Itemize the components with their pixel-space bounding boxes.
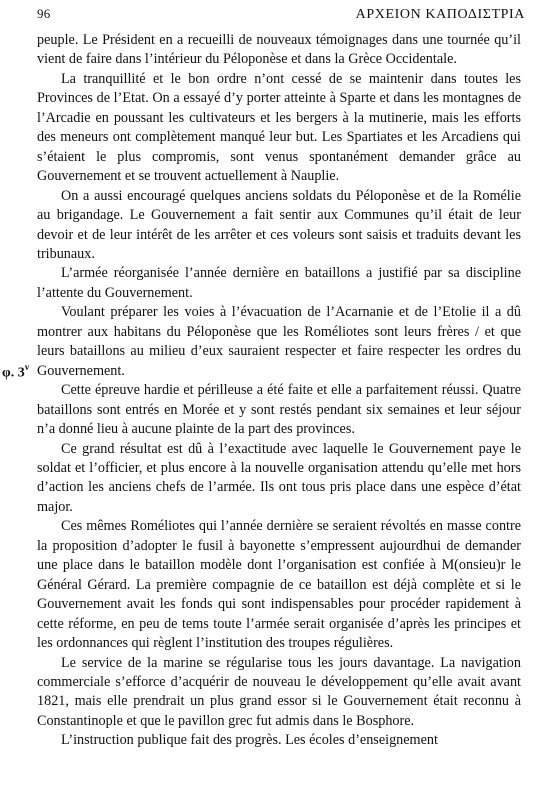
folio-margin-note	[2, 363, 29, 382]
paragraph: On a aussi encouragé quelques anciens soldats du Péloponèse et de la Romélie au brigandage. Le Gouvernement a fait sentir aux Communes qu’il était de leur devoir et de leur intérêt de les arrêter et ces voleurs sont saisis et traduits devant les tribunaux.	[37, 187, 521, 262]
paragraph: peuple. Le Président en a recueilli de nouveaux témoignages dans une tournée qu’il vient de faire dans l’intérieur du Péloponèse et dans la Grèce Occidentale.	[37, 32, 521, 68]
folio-verso-mark: v	[24, 362, 30, 372]
paragraph: L’armée réorganisée l’année dernière en bataillons a justifié par sa discipline l’attente du Gouvernement.	[37, 265, 521, 301]
paragraph: Voulant préparer les voies à l’évacuation de l’Acarnanie et de l’Etolie il a dû montrer aux habitans du Péloponèse que les Roméliotes sont leurs frères / et que leurs bataillons au milieu d’eux sauraient respecter et faire respecter les ordres du Gouvernement.	[37, 304, 521, 379]
paragraph: Cette épreuve hardie et périlleuse a été faite et elle a parfaitement réussi. Quatre bataillons sont entrés en Morée et y sont restés pendant six semaines et leur séjour n’a donné lieu à aucune plainte de la part des provinces.	[37, 382, 521, 438]
paragraph: La tranquillité et le bon ordre n’ont cessé de se maintenir dans toutes les Provinces de l’Etat. On a essayé d’y porter atteinte à Sparte et dans les montagnes de l’Arcadie en poussant les cultivateurs et les bergers à la mutinerie, mais les efforts des meneurs ont complètement manqué leur but. Les Spartiates et les Arcadiens qui s’étaient le plus compromis, sont venus spontanément demander grâce au Gouvernement et se trouvent actuellement à Nauplie.	[37, 70, 521, 185]
paragraph: Ces mêmes Roméliotes qui l’année dernière se seraient révoltés en masse contre la proposition d’adopter le fusil à bayonette s’empressent aujourdhui de demander une place dans le bataillon modèle dont l’organisation est confiée à M(onsieu)r le Général Gérard. La première compagnie de ce bataillon est déjà complète et si le Gouvernement avait les fonds qui sont indispensables pour procéder rapidement à cette réforme, en peu de tems toute l’armée serait organisée d’après les principes et les ordonnances qui règlent l’institution des troupes régulières.	[37, 518, 521, 652]
journal-title: ΑΡΧΕΙΟΝ ΚΑΠΟΔΙΣΤΡΙΑ	[355, 7, 525, 22]
paragraph: Ce grand résultat est dû à l’exactitude avec laquelle le Gouvernement paye le soldat et l’officier, et plus encore à la nouvelle organisation attendu qu’elle met hors d’action les anciens chefs de l’armée. Ils ont tous pris place dans une espèce d’état major.	[37, 440, 521, 515]
page-number: 96	[37, 6, 51, 21]
running-head	[37, 6, 525, 26]
body-text	[37, 31, 521, 751]
paragraph: L’instruction publique fait des progrès. Les écoles d’enseignement	[61, 732, 438, 749]
paragraph: Le service de la marine se régularise tous les jours davantage. La navigation commerciale s’efforce d’acquérir de nouveau le développement qu’elle avait avant 1821, mais elle prendrait un plus grand essor si le Gouvernement était reconnu à Constantinople et que le pavillon grec fut admis dans le Bosphore.	[37, 654, 521, 729]
folio-label: φ. 3	[2, 365, 25, 381]
